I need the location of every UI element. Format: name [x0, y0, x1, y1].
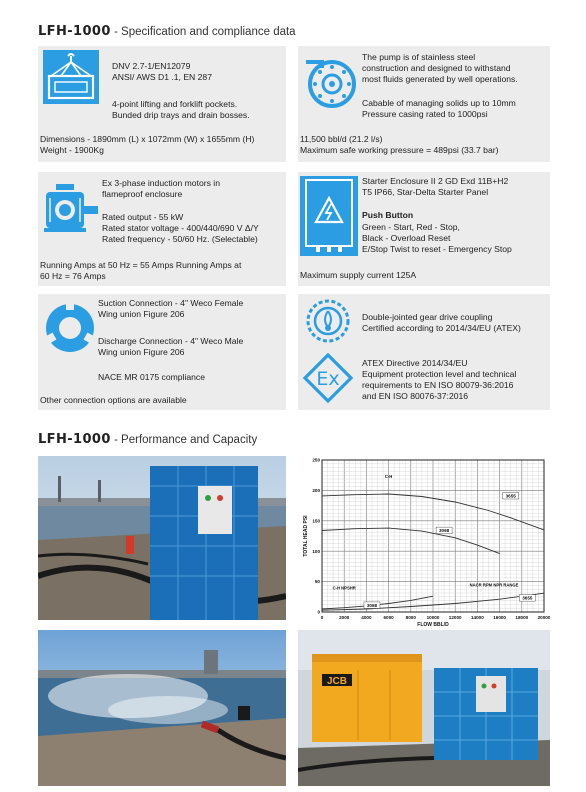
push-button-list [362, 222, 512, 255]
discharge-line: Wing union Figure 206 [98, 347, 185, 357]
flow-rate: 11,500 bbl/d (21.2 l/s) [300, 134, 383, 144]
nace-compliance: NACE MR 0175 compliance [98, 372, 205, 382]
suction-connection [98, 298, 243, 320]
x-tick-label: 12000 [448, 615, 462, 620]
starter-desc-line: Starter Enclosure II 2 GD Exd 11B+H2 [362, 176, 509, 186]
curve-label: 3655 [505, 493, 516, 499]
connection-card [38, 294, 286, 410]
discharge-line: Discharge Connection - 4" Weco Male [98, 336, 244, 346]
atex-text [362, 358, 516, 402]
curve-label: 3655 [522, 595, 533, 601]
dimensions-weight [40, 134, 254, 156]
atex-line: requirements to EN ISO 80079-36:2016 [362, 380, 514, 390]
pockets-line: 4-point lifting and forklift pockets. [112, 99, 238, 109]
standard-line: DNV 2.7-1/EN12079 [112, 61, 191, 71]
coupling-line: Certified according to 2014/34/EU (ATEX) [362, 323, 521, 333]
jcb-logo: JCB [326, 676, 348, 687]
wing-union-icon [42, 300, 98, 356]
pump-description [362, 52, 518, 85]
gear-coupling-icon [302, 298, 354, 344]
standard-line: ANSI/ AWS D1 .1, EN 287 [112, 72, 212, 82]
coupling-atex-card [298, 294, 550, 410]
x-tick-label: 6000 [383, 615, 394, 620]
pockets-line: Bunded drip trays and drain bosses. [112, 110, 250, 120]
motor-icon [42, 182, 100, 234]
motor-description [102, 178, 220, 200]
x-tick-label: 8000 [405, 615, 416, 620]
rating-line: Rated frequency - 50/60 Hz. (Selectable) [102, 234, 258, 244]
curve-label: 3068 [366, 602, 378, 608]
coupling-line: Double-jointed gear drive coupling [362, 312, 493, 322]
amps-line: Running Amps at 50 Hz = 55 Amps Running Amps at [40, 260, 242, 270]
pump-capacity [300, 134, 498, 156]
brand-name: LFH-1000 [38, 432, 111, 447]
x-tick-label: 16000 [493, 615, 506, 620]
chart-annotation: NACR RPM NPR RANGE [469, 582, 519, 588]
max-pressure: Maximum safe working pressure = 489psi (33.7 bar) [300, 145, 499, 155]
pump-desc-line: construction and designed to withstand [362, 63, 511, 73]
x-tick-label: 14000 [471, 615, 484, 620]
lifting-pockets [112, 99, 250, 121]
discharge-connection [98, 336, 243, 358]
y-tick-label: 150 [312, 518, 320, 524]
push-line: Black - Overload Reset [362, 233, 451, 243]
chart-annotation: C-H [384, 474, 393, 480]
y-tick-label: 50 [314, 579, 320, 585]
y-tick-label: 100 [312, 548, 320, 554]
photo-water-discharge [38, 630, 286, 786]
y-tick-label: 250 [312, 457, 320, 463]
dimensions: Dimensions - 1890mm (L) x 1072mm (W) x 1655mm (H) [40, 134, 255, 144]
y-tick-label: 200 [312, 488, 320, 493]
rating-line: Rated stator voltage - 400/440/690 V Δ/Y [102, 223, 259, 233]
coupling-text [362, 312, 521, 334]
weight: Weight - 1900Kg [40, 145, 104, 155]
atex-line: ATEX Directive 2014/34/EU [362, 358, 468, 368]
pump-desc-line: most fluids generated by well operations. [362, 74, 518, 84]
solids-line: Cabable of managing solids up to 10mm [362, 98, 516, 108]
atex-line: Equipment protection level and technical [362, 369, 517, 379]
section-title: - Specification and compliance data [110, 26, 296, 38]
motor-card [38, 172, 286, 286]
lifting-card [38, 46, 286, 162]
pump-desc-line: The pump is of stainless steel [362, 52, 476, 62]
brand-name: LFH-1000 [38, 24, 111, 39]
running-amps [40, 260, 241, 282]
suction-line: Suction Connection - 4" Weco Female [98, 298, 244, 308]
photo-pump-on-dock [38, 456, 286, 620]
solids-line: Pressure casing rated to 1000psi [362, 109, 488, 119]
section-heading-performance [38, 432, 257, 447]
chart-svg [298, 456, 550, 626]
x-tick-label: 10000 [426, 615, 440, 620]
electrical-panel-icon [300, 176, 358, 256]
x-tick-label: 18000 [515, 615, 529, 620]
x-tick-label: 2000 [339, 615, 350, 620]
x-tick-label: 0 [320, 615, 324, 620]
starter-desc-line: T5 IP66, Star-Delta Starter Panel [362, 187, 489, 197]
starter-card [298, 172, 550, 286]
other-options: Other connection options are available [40, 395, 187, 405]
section-heading-spec [38, 24, 296, 39]
x-tick-label: 20000 [537, 615, 550, 620]
rating-line: Rated output - 55 kW [102, 212, 184, 222]
section-title: - Performance and Capacity [110, 434, 258, 446]
chart-annotation: C-H NPSHR [332, 585, 356, 591]
push-button-title: Push Button [362, 210, 414, 220]
max-supply-current: Maximum supply current 125A [300, 270, 417, 280]
atex-symbol: Ex [316, 368, 340, 390]
motor-ratings [102, 212, 259, 245]
starter-description [362, 176, 508, 198]
performance-curve-chart [298, 456, 550, 626]
curve-label: 3068 [438, 528, 450, 534]
push-line: E/Stop Twist to reset - Emergency Stop [362, 244, 512, 254]
pump-solids [362, 98, 516, 120]
lifting-standards [112, 61, 212, 83]
y-axis-label: TOTAL HEAD PSI [303, 515, 309, 557]
suction-line: Wing union Figure 206 [98, 309, 185, 319]
motor-desc-line: Ex 3-phase induction motors in [102, 178, 220, 188]
atex-ex-icon [302, 352, 354, 404]
motor-desc-line: flameproof enclosure [102, 189, 183, 199]
pump-casing-icon [300, 50, 360, 110]
pump-card [298, 46, 550, 162]
x-tick-label: 4000 [361, 615, 372, 620]
y-tick-label: 0 [317, 609, 320, 615]
x-axis-label: FLOW BBL/D [417, 622, 449, 626]
atex-line: and EN ISO 80076-37:2016 [362, 391, 469, 401]
amps-line: 60 Hz = 76 Amps [40, 271, 106, 281]
push-line: Green - Start, Red - Stop, [362, 222, 460, 232]
photo-generator-and-pump [298, 630, 550, 786]
lifting-frame-icon [43, 50, 99, 104]
